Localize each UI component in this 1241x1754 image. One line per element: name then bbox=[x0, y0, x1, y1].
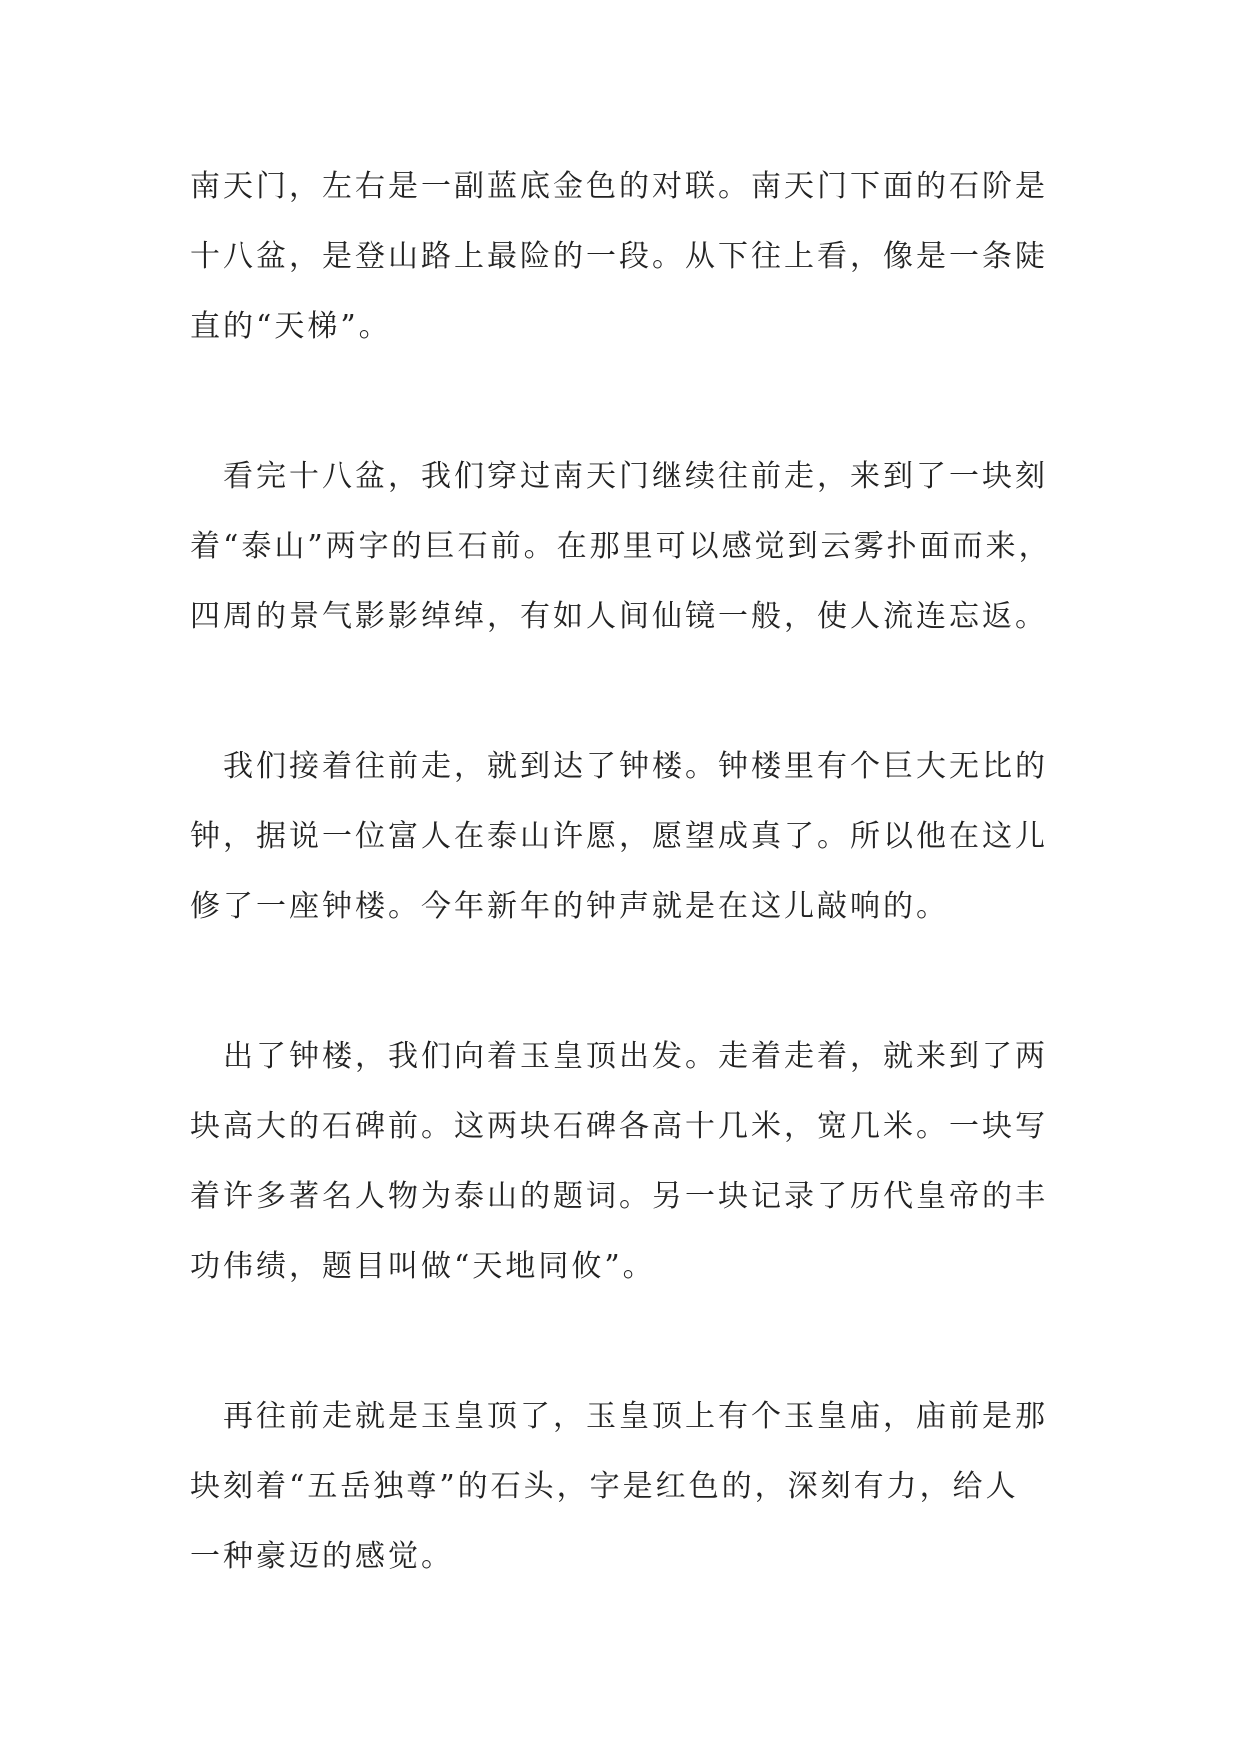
text-line: 四周的景气影影绰绰，有如人间仙镜一般，使人流连忘返。 bbox=[190, 599, 1048, 634]
text-line: 出了钟楼，我们向着玉皇顶出发。走着走着，就来到了两 bbox=[190, 1039, 1048, 1074]
text-line: 钟，据说一位富人在泰山许愿，愿望成真了。所以他在这儿 bbox=[190, 819, 1048, 854]
text-line: 修了一座钟楼。今年新年的钟声就是在这儿敲响的。 bbox=[190, 889, 949, 924]
text-line: 十八盆，是登山路上最险的一段。从下往上看，像是一条陡 bbox=[190, 239, 1048, 274]
text-line: 南天门，左右是一副蓝底金色的对联。南天门下面的石阶是 bbox=[190, 169, 1048, 204]
text-line: 一种豪迈的感觉。 bbox=[190, 1539, 454, 1574]
text-line: 块高大的石碑前。这两块石碑各高十几米，宽几米。一块写 bbox=[190, 1109, 1048, 1144]
text-line: 直的“天梯”。 bbox=[190, 309, 392, 344]
paragraph-bell-tower bbox=[190, 732, 1070, 942]
paragraph-south-gate bbox=[190, 152, 1070, 362]
text-line: 再往前走就是玉皇顶了，玉皇顶上有个玉皇庙，庙前是那 bbox=[190, 1399, 1048, 1434]
text-line: 看完十八盆，我们穿过南天门继续往前走，来到了一块刻 bbox=[190, 459, 1048, 494]
text-line: 着“泰山”两字的巨石前。在那里可以感觉到云雾扑面而来， bbox=[190, 529, 1052, 564]
text-line: 我们接着往前走，就到达了钟楼。钟楼里有个巨大无比的 bbox=[190, 749, 1048, 784]
text-line: 功伟绩，题目叫做“天地同攸”。 bbox=[190, 1249, 656, 1284]
paragraph-taishan-rock bbox=[190, 442, 1070, 652]
text-line: 着许多著名人物为泰山的题词。另一块记录了历代皇帝的丰 bbox=[190, 1179, 1048, 1214]
paragraph-stone-tablets bbox=[190, 1022, 1070, 1302]
text-line: 块刻着“五岳独尊”的石头，字是红色的，深刻有力，给人 bbox=[190, 1469, 1019, 1504]
paragraph-jade-emperor-peak bbox=[190, 1382, 1070, 1592]
